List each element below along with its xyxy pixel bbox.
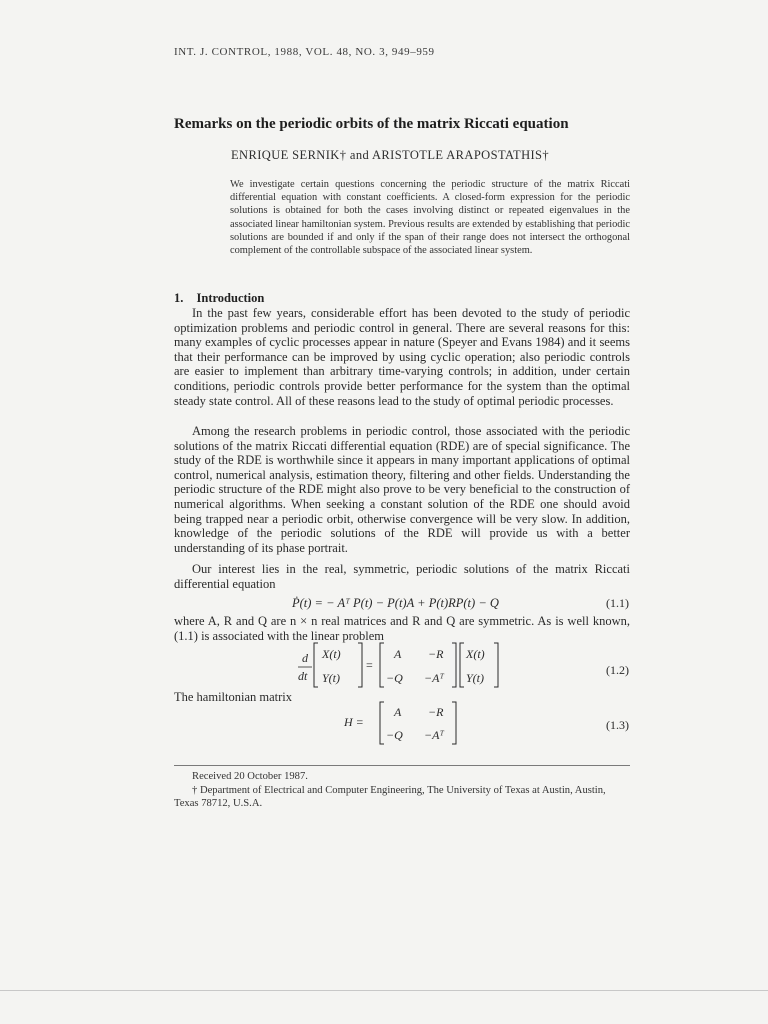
eq3-minus-q: −Q [386,728,403,742]
eq2-minus-at: −Aᵀ [424,671,445,685]
paper-abstract: We investigate certain questions concerning the periodic structure of the matrix Riccati differential equation with constant coefficients. A closed-form expression for the periodic solutions is obtained for both the cases involving distinct or repeated eigenvalues in the associated linear hamiltonian system. Previous results are extended by establishing that periodic solutions are bounded if and only if the span of their range does not intersect the orthogonal complement of the controllable subspace of the associated linear system. [230,179,630,257]
eq2-minus-q: −Q [386,671,403,685]
eq3-a: A [394,705,402,719]
paragraph-text: where A, R and Q are n × n real matrices and R and Q are symmetric. As is well known, (1.1) is associated with the linear problem [174,614,630,643]
eq3-minus-r: −R [428,705,444,719]
footnote-rule [174,765,630,766]
equation-number-1-1: (1.1) [606,596,629,610]
section-title: Introduction [196,291,265,305]
equation-number-1-2: (1.2) [606,663,629,677]
eq2-y: Y(t) [322,671,340,685]
eq2-d: d [302,651,308,665]
bracket [314,643,318,687]
eq2-y: Y(t) [466,671,484,685]
bracket [358,643,362,687]
paragraph-text: Our interest lies in the real, symmetric, periodic solutions of the matrix Riccati differential equation [174,562,630,591]
hamiltonian-label: The hamiltonian matrix [174,690,293,704]
where-paragraph [174,614,630,643]
eq2-x: X(t) [322,647,341,661]
intro-paragraph-2 [174,424,630,555]
section-number: 1. [174,291,184,305]
eq3-h: H = [344,715,364,729]
equation-number-1-3: (1.3) [606,718,629,732]
eq2-dt: dt [298,669,308,683]
bracket [452,702,456,744]
paper-authors: ENRIQUE SERNIK† and ARISTOTLE ARAPOSTATHIS† [231,148,550,162]
matrix-equations [296,640,516,750]
bracket [380,702,384,744]
paragraph-text: Among the research problems in periodic control, those associated with the periodic solutions of the matrix Riccati differential equation (RDE) are of special significance. The study of the RDE is worthwhile since it appears in many important applications of optimal control, numerical analysis, estimation theory, filtering and other fields. Understanding the periodic structure of the RDE might also prove to be very beneficial to the construction of numerical algorithms. When seeking a constant solution of the RDE one should avoid being trapped near a periodic orbit, otherwise convergence will be very slow. In addition, knowledge of the periodic solutions of the RDE will provide us with a better understanding of its phase portrait. [174,424,630,555]
page-edge [0,990,768,991]
bracket [380,643,384,687]
paper-title: Remarks on the periodic orbits of the matrix Riccati equation [174,116,569,132]
bracket [460,643,464,687]
footnotes [174,770,630,811]
paragraph-text: In the past few years, considerable effort has been devoted to the study of periodic optimization problems and periodic control in general. There are several reasons for this: many examples of cyclic processes appear in nature (Speyer and Evans 1984) and it seems that their performance can be improved by using cyclic operation; also periodic controls are easier to implement than arbitrary time-varying controls; in addition, under certain conditions, periodic controls provide better performance for the system than the optimal steady state control. All of these reasons lead to the study of optimal periodic processes. [174,306,630,408]
intro-paragraph-3 [174,562,630,591]
received-date: Received 20 October 1987. [192,771,308,782]
journal-header: INT. J. CONTROL, 1988, VOL. 48, NO. 3, 949–959 [174,46,435,58]
eq2-x: X(t) [466,647,485,661]
author-affiliation: † Department of Electrical and Computer Engineering, The University of Texas at Austin, Austin, Texas 78712, U.S.A. [174,784,606,810]
bracket [494,643,498,687]
eq2-minus-r: −R [428,647,444,661]
eq3-minus-at: −Aᵀ [424,728,445,742]
eq2-equals: = [366,658,373,672]
equation-1-1: Ṗ(t) = − Aᵀ P(t) − P(t)A + P(t)RP(t) − Q [292,596,499,610]
intro-paragraph-1 [174,306,630,408]
bracket [452,643,456,687]
section-heading [174,291,264,306]
eq2-a: A [394,647,402,661]
